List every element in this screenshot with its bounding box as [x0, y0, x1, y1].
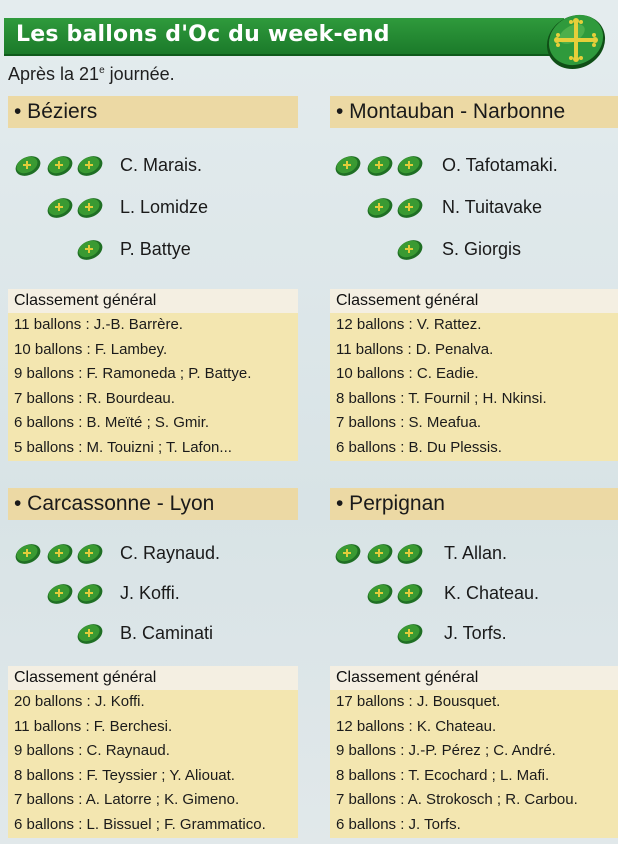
- classement-title-text: Classement général: [14, 669, 157, 686]
- rugby-ball-icon: [396, 622, 424, 646]
- rugby-ball-icon: [46, 196, 74, 220]
- classement-row: 20 ballons : J. Koffi.: [14, 693, 145, 710]
- rugby-ball-icon: [396, 238, 424, 262]
- classement-row: 10 ballons : C. Eadie.: [336, 365, 479, 383]
- classement-row: 9 ballons : C. Raynaud.: [14, 742, 170, 760]
- header-title: Les ballons d'Oc du week-end: [16, 22, 390, 47]
- section-heading: [330, 488, 618, 520]
- classement-title: [330, 666, 618, 690]
- rugby-ball-icon: [396, 154, 424, 178]
- rugby-ball-icon: [396, 542, 424, 566]
- classement-row: 12 ballons : V. Rattez.: [336, 316, 482, 333]
- section-heading-text: • Carcassonne - Lyon: [14, 492, 215, 515]
- classement-row: 6 ballons : J. Torfs.: [336, 815, 461, 833]
- award-2-balls: [8, 194, 298, 226]
- award-1-ball: [330, 620, 618, 652]
- classement-row: 12 ballons : K. Chateau.: [336, 717, 497, 735]
- award-player-name: L. Lomidze: [120, 197, 209, 217]
- award-player-name: K. Chateau.: [444, 583, 540, 603]
- classement-list: [8, 690, 298, 838]
- rugby-ball-icon: [76, 238, 104, 262]
- classement-title-text: Classement général: [336, 292, 479, 309]
- subtitle: [8, 64, 175, 85]
- rugby-ball-icon: [46, 154, 74, 178]
- award-player-name: S. Giorgis: [442, 239, 522, 259]
- classement-row: 6 ballons : B. Meïté ; S. Gmir.: [14, 414, 210, 432]
- classement-row: 11 ballons : D. Penalva.: [336, 340, 494, 358]
- classement-title: [8, 289, 298, 313]
- award-2-balls: [330, 194, 618, 226]
- classement-list: [8, 313, 298, 461]
- classement-row: 8 ballons : T. Fournil ; H. Nkinsi.: [336, 389, 547, 407]
- rugby-ball-icon: [76, 154, 104, 178]
- classement-row: 11 ballons : F. Berchesi.: [14, 717, 173, 735]
- award-player-name: C. Marais.: [120, 155, 203, 175]
- rugby-ball-icon: [14, 154, 42, 178]
- rugby-ball-icon: [366, 582, 394, 606]
- section-heading: [330, 96, 618, 128]
- classement-row: 10 ballons : F. Lambey.: [14, 340, 168, 358]
- award-1-ball: [330, 236, 618, 268]
- rugby-ball-icon: [396, 582, 424, 606]
- section-heading-text: • Perpignan: [336, 492, 445, 515]
- classement-title-text: Classement général: [14, 292, 157, 309]
- rugby-ball-icon: [76, 196, 104, 220]
- award-player-name: N. Tuitavake: [442, 197, 543, 217]
- subtitle-sup: e: [99, 65, 105, 76]
- award-1-ball: [8, 620, 298, 652]
- classement-row: 6 ballons : L. Bissuel ; F. Grammatico.: [14, 815, 266, 833]
- classement-row: 7 ballons : A. Latorre ; K. Gimeno.: [14, 791, 240, 809]
- award-player-name: T. Allan.: [444, 543, 508, 563]
- classement-row: 7 ballons : R. Bourdeau.: [14, 389, 175, 407]
- section-heading-text: • Béziers: [14, 100, 98, 123]
- award-2-balls: [8, 580, 298, 612]
- rugby-ball-icon: [366, 196, 394, 220]
- rugby-ball-icon: [76, 542, 104, 566]
- classement-list: [330, 690, 618, 838]
- award-3-balls: [8, 540, 298, 572]
- award-player-name: J. Koffi.: [120, 583, 180, 603]
- subtitle-prefix: Après la 21: [8, 64, 100, 84]
- section-heading-text: • Montauban - Narbonne: [336, 100, 566, 123]
- occitan-cross-ball-icon: [544, 8, 608, 74]
- classement-row: 17 ballons : J. Bousquet.: [336, 693, 501, 710]
- rugby-ball-icon: [366, 542, 394, 566]
- award-2-balls: [330, 580, 618, 612]
- rugby-ball-icon: [334, 542, 362, 566]
- award-player-name: P. Battye: [120, 239, 191, 259]
- classement-row: 6 ballons : B. Du Plessis.: [336, 438, 502, 456]
- award-player-name: O. Tafotamaki.: [442, 155, 558, 175]
- rugby-ball-icon: [46, 582, 74, 606]
- rugby-ball-icon: [366, 154, 394, 178]
- classement-row: 8 ballons : T. Ecochard ; L. Mafi.: [336, 766, 550, 784]
- classement-row: 5 ballons : M. Touizni ; T. Lafon...: [14, 438, 232, 456]
- award-player-name: B. Caminati: [120, 623, 214, 643]
- award-player-name: C. Raynaud.: [120, 543, 221, 563]
- classement-row: 7 ballons : S. Meafua.: [336, 414, 482, 432]
- rugby-ball-icon: [396, 196, 424, 220]
- award-3-balls: [330, 540, 618, 572]
- classement-title: [330, 289, 618, 313]
- rugby-ball-icon: [46, 542, 74, 566]
- classement-title: [8, 666, 298, 690]
- section-heading: [8, 488, 298, 520]
- section-heading: [8, 96, 298, 128]
- classement-row: 9 ballons : F. Ramoneda ; P. Battye.: [14, 365, 252, 383]
- rugby-ball-icon: [14, 542, 42, 566]
- rugby-ball-icon: [76, 622, 104, 646]
- classement-row: 11 ballons : J.-B. Barrère.: [14, 316, 183, 333]
- classement-title-text: Classement général: [336, 669, 479, 686]
- rugby-ball-icon: [334, 154, 362, 178]
- header-banner: [4, 18, 564, 56]
- classement-row: 8 ballons : F. Teyssier ; Y. Aliouat.: [14, 766, 235, 784]
- classement-row: 9 ballons : J.-P. Pérez ; C. André.: [336, 742, 556, 760]
- classement-list: [330, 313, 618, 461]
- rugby-ball-icon: [76, 582, 104, 606]
- subtitle-suffix: journée.: [104, 64, 175, 84]
- award-1-ball: [8, 236, 298, 268]
- award-player-name: J. Torfs.: [444, 623, 507, 643]
- classement-row: 7 ballons : A. Strokosch ; R. Carbou.: [336, 791, 578, 809]
- award-3-balls: [330, 152, 618, 184]
- award-3-balls: [8, 152, 298, 184]
